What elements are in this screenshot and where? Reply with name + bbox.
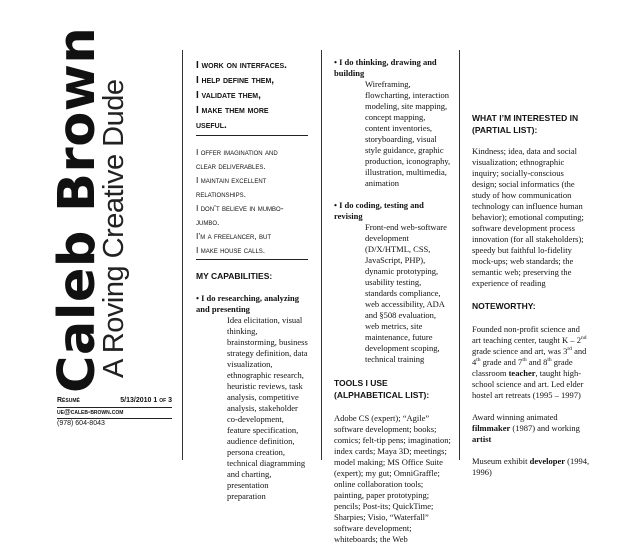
np1-d: grade science and art, was 3 — [472, 346, 568, 356]
column-2 — [334, 57, 452, 545]
statement-line: clear deliverables. — [196, 161, 266, 171]
np2-d: artist — [472, 434, 492, 444]
statement-line: jumbo. — [196, 217, 220, 227]
name-title: Caleb Brown — [48, 26, 107, 393]
statement-line: I don’t believe in mumbo- — [196, 203, 284, 213]
np1-m: teacher — [508, 368, 536, 378]
divider-rule — [196, 135, 308, 136]
column-divider-3 — [459, 50, 460, 460]
resume-footer — [57, 396, 172, 429]
thinking-lead: • I do thinking, drawing and building — [334, 57, 437, 78]
np1-f: and 4 — [472, 346, 587, 367]
name-tagline: A Roving Creative Dude — [98, 79, 130, 378]
coding-item — [334, 200, 452, 365]
np1-i: th — [522, 357, 527, 364]
np1-a: Founded non-profit science and art teaching center, taught K – — [472, 324, 580, 345]
intro-line: useful. — [196, 120, 227, 131]
column-divider-2 — [321, 50, 322, 460]
intro-line: I help define them, — [196, 75, 275, 86]
np1-e: rd — [567, 346, 572, 353]
np1-l: grade classroom — [472, 357, 573, 378]
tools-heading: TOOLS I USE (ALPHABETICAL LIST): — [334, 378, 430, 400]
np3-b: developer — [529, 456, 566, 466]
capabilities-heading: MY CAPABILITIES: — [196, 271, 273, 281]
intro-line: I work on interfaces. — [196, 60, 287, 71]
divider-rule — [196, 259, 308, 260]
statement-line: I maintain excellent — [196, 175, 267, 185]
np1-b: 2 — [576, 335, 581, 345]
column-divider-1 — [182, 50, 183, 460]
interests-body: Kindness; idea, data and social visualization; ethnographic inquiry; socially-conscious design; social informatics (the study of how communication technology can influence human behavior); emotional computing; software development process innovation (for all stakeholders); speedy but faithful lo-fidelity mock-ups; web standards; the semantic web; preserving the experience of reading — [472, 146, 584, 288]
phone-number: (978) 604-8043 — [57, 420, 105, 427]
np1-c: nd — [580, 335, 587, 342]
noteworthy-paragraph-2 — [472, 412, 590, 445]
resume-label: Résumé — [57, 397, 80, 404]
np1-n: , taught high-school science and art. Led elder hostel art retreats (1995 – 1997) — [472, 368, 584, 400]
interests-heading-spacer — [472, 57, 590, 112]
np2-c: (1987) and working — [510, 423, 580, 433]
np1-h: grade and 7 — [480, 357, 523, 367]
statement-line: I’m a freelancer, but — [196, 231, 272, 241]
noteworthy-paragraph-3 — [472, 456, 590, 478]
research-item — [196, 293, 308, 502]
tools-body: Adobe CS (expert); “Agile” software development; books; comics; felt-tip pens; imagination; index cards; Maya 3D; meetings; model making; MS Office Suite (expert); my gut; OmniGraffle; online collaboration tools; painting, paper prototyping; pencils; Post-its; QuickTime; Sharpies; Visio, “Waterfall” software development; whiteboards; the Web — [334, 413, 451, 544]
statement-line: I offer imagination and — [196, 147, 278, 157]
research-body: Idea elicitation, visual thinking, brainstorming, business strategy definition, data visualization, ethnographic research, heuristic reviews, task analysis, competitive analysis, stakeholder co-development, feature specification, audience definition, persona creation, technical diagramming and charting, presentation preparation — [227, 315, 308, 501]
np1-g: th — [476, 357, 481, 364]
np1-k: th — [547, 357, 552, 364]
intro-block — [196, 58, 308, 133]
np2-b: filmmaker — [472, 423, 511, 433]
np3-c: (1994, 1996) — [472, 456, 590, 477]
column-1 — [196, 58, 308, 502]
thinking-item — [334, 57, 452, 189]
thinking-body: Wireframing, flowcharting, interaction modeling, site mapping, concept mapping, content inventories, storyboarding, visual style guidance, graphic production, iconography, illustration, multimedia, animation — [365, 79, 451, 188]
np1-j: and 8 — [526, 357, 548, 367]
noteworthy-paragraph-1 — [472, 324, 590, 401]
statement-line: relationships. — [196, 189, 246, 199]
np3-a: Museum exhibit — [472, 456, 530, 466]
intro-line: I make them more — [196, 105, 269, 116]
research-lead: • I do researching, analyzing and presenting — [196, 293, 300, 314]
column-3 — [472, 57, 590, 478]
email-link[interactable]: ue@caleb-brown.com — [57, 408, 172, 419]
statements-block — [196, 145, 308, 257]
intro-line: I validate them, — [196, 90, 261, 101]
coding-lead: • I do coding, testing and revising — [334, 200, 424, 221]
coding-body: Front-end web-software development (D/X/HTML, CSS, JavaScript, PHP), dynamic prototyping, usability testing, standards compliance, web accessibility, ADA and §508 evaluation, web metrics, site maintenance, future development scoping, technical training — [365, 222, 447, 364]
footer-row-title — [57, 396, 172, 408]
statement-line: I make house calls. — [196, 245, 266, 255]
date-page: 5/13/2010 1 of 3 — [120, 397, 172, 404]
interests-heading: WHAT I’M INTERESTED IN (PARTIAL LIST): — [472, 113, 579, 135]
noteworthy-heading: NOTEWORTHY: — [472, 301, 536, 311]
np2-a: Award winning animated — [472, 412, 558, 422]
